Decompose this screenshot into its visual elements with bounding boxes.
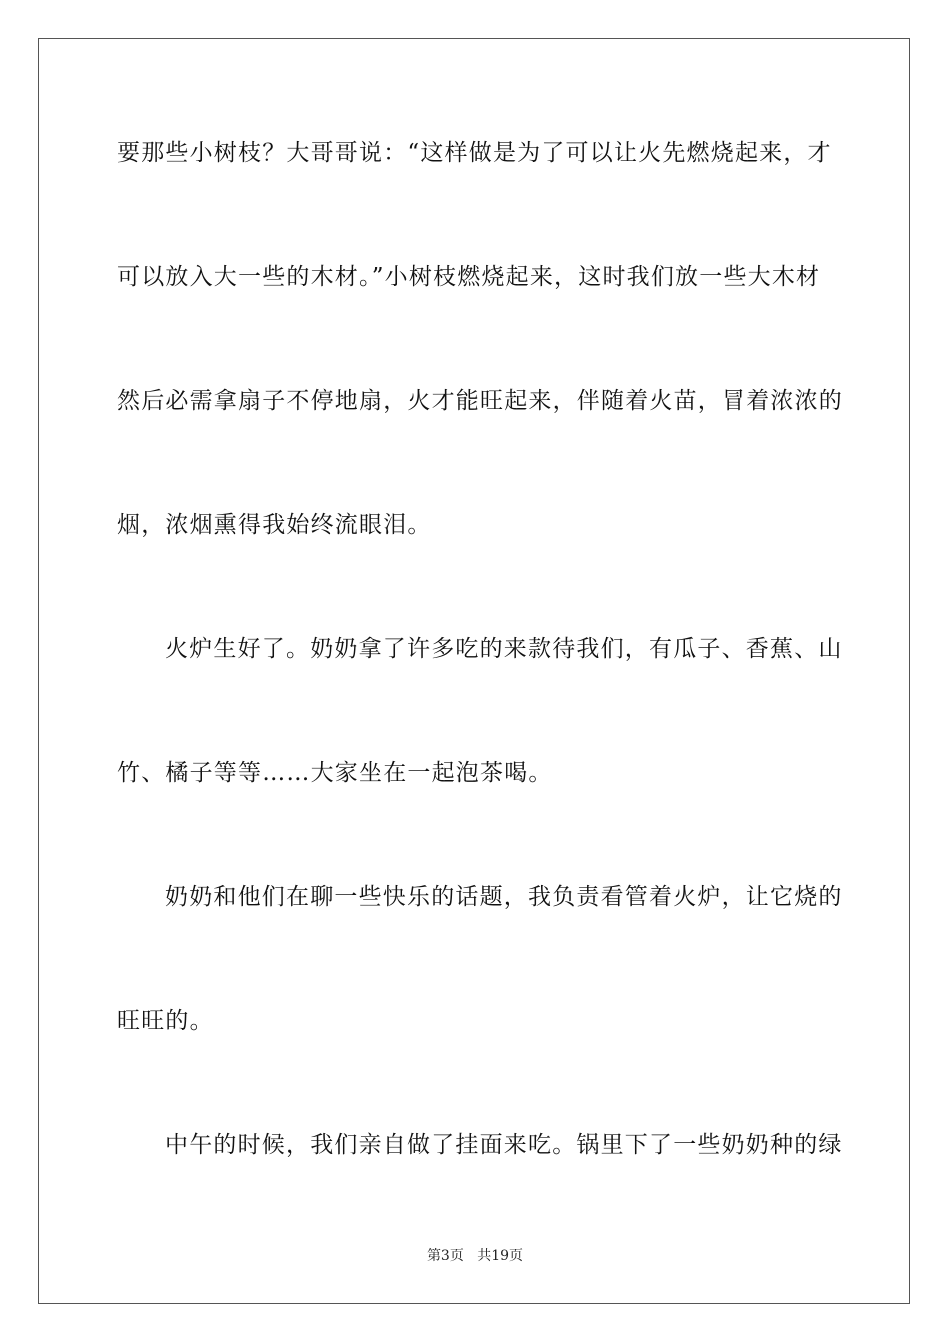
page-total: 共19页 <box>477 1248 524 1264</box>
text-line-6: 竹、橘子等等……大家坐在一起泡茶喝。 <box>117 760 553 786</box>
text-line-3: 然后必需拿扇子不停地扇，火才能旺起来，伴随着火苗，冒着浓浓的 <box>117 388 843 414</box>
text-line-5: 火炉生好了。奶奶拿了许多吃的来款待我们，有瓜子、香蕉、山 <box>165 636 843 662</box>
page-number: 第3页 <box>426 1248 464 1264</box>
text-line-2: 可以放入大一些的木材。”小树枝燃烧起来，这时我们放一些大木材 <box>117 264 821 290</box>
text-line-4: 烟，浓烟熏得我始终流眼泪。 <box>117 512 432 538</box>
text-line-1: 要那些小树枝？大哥哥说：“这样做是为了可以让火先燃烧起来，才 <box>117 140 832 166</box>
page-border <box>38 38 910 1304</box>
text-line-9: 中午的时候，我们亲自做了挂面来吃。锅里下了一些奶奶种的绿 <box>165 1132 843 1158</box>
text-line-8: 旺旺的。 <box>117 1008 214 1034</box>
text-line-7: 奶奶和他们在聊一些快乐的话题，我负责看管着火炉，让它烧的 <box>165 884 843 910</box>
page-footer <box>0 1247 950 1265</box>
